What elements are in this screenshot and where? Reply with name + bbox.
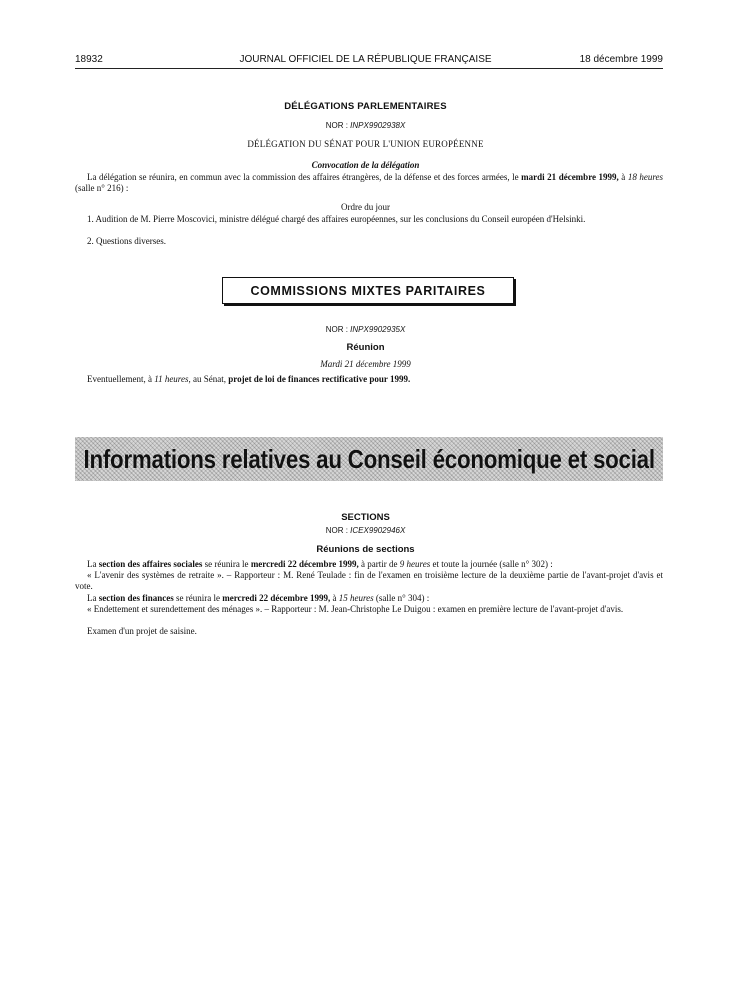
nor-code: ICEX9902946X	[350, 526, 406, 535]
reunions-title: Réunions de sections	[316, 544, 415, 555]
ces-text: à	[330, 593, 339, 603]
ordre-du-jour: Ordre du jour	[341, 202, 390, 212]
ces-text: (salle n° 304) :	[373, 593, 430, 603]
para-time: 18 heures	[627, 172, 663, 182]
ces-banner	[75, 437, 663, 481]
convocation-heading	[0, 160, 731, 171]
cmp-box-title: COMMISSIONS MIXTES PARITAIRES	[222, 277, 514, 304]
nor-label: NOR :	[325, 121, 348, 130]
nor-code: INPX9902938X	[350, 121, 406, 130]
header-rule	[75, 68, 663, 69]
ces-paragraph-2: « L'avenir des systèmes de retraite ». – Rapporteur : M. René Teulade : fin de l'examen en troisième lecture de la deuxième partie de l'avant-projet d'avis et vote.	[75, 570, 663, 591]
cmp-time: 11 heures,	[154, 374, 191, 384]
cmp-reunion: Réunion	[346, 342, 385, 353]
nor-label: NOR :	[325, 325, 348, 334]
ces-text: La	[87, 593, 99, 603]
ces-paragraph-3	[75, 593, 663, 604]
ces-nor	[0, 526, 731, 535]
cmp-text: Eventuellement, à	[87, 374, 155, 384]
cmp-line	[75, 374, 663, 385]
cmp-project: projet de loi de finances rectificative pour 1999.	[228, 374, 411, 384]
para-text: (salle n° 216) :	[75, 182, 129, 193]
para-date: mardi 21 décembre 1999,	[521, 172, 619, 182]
cmp-date-text: Mardi 21 décembre 1999	[320, 359, 411, 369]
page-number: 18932	[75, 54, 103, 65]
delegations-nor	[0, 121, 731, 130]
issue-date: 18 décembre 1999	[579, 54, 663, 65]
agenda-item-2: 2. Questions diverses.	[87, 236, 166, 246]
ces-time: 9 heures	[399, 559, 431, 569]
sections-title: SECTIONS	[341, 512, 390, 523]
ces-text: se réunira le	[202, 559, 251, 569]
ces-paragraph-5: Examen d'un projet de saisine.	[87, 626, 197, 636]
agenda-item-1: 1. Audition de M. Pierre Moscovici, ministre délégué chargé des affaires européennes, sur les conclusions du Conseil européen d'Helsinki.	[87, 214, 586, 224]
delegations-title: DÉLÉGATIONS PARLEMENTAIRES	[284, 101, 447, 112]
nor-code: INPX9902935X	[350, 325, 406, 334]
ces-section: section des finances	[98, 593, 174, 603]
ces-paragraph-1	[75, 559, 663, 570]
ces-banner-text: Informations relatives au Conseil économique et social	[83, 443, 655, 474]
ces-section: section des affaires sociales	[98, 559, 203, 569]
ces-text: et toute la journée (salle n° 302) :	[430, 559, 553, 569]
ces-text: à partir de	[358, 559, 400, 569]
cmp-nor	[0, 325, 731, 334]
ces-text: se réunira le	[173, 593, 223, 603]
ces-text: La	[87, 559, 99, 569]
ces-time: 15 heures	[338, 593, 374, 603]
delegations-paragraph	[75, 172, 663, 193]
convocation-text: Convocation de la délégation	[311, 160, 420, 170]
ces-date: mercredi 22 décembre 1999,	[222, 593, 331, 603]
delegations-subtitle: DÉLÉGATION DU SÉNAT POUR L'UNION EUROPÉENNE	[247, 139, 484, 149]
cmp-text: au Sénat,	[190, 374, 229, 384]
para-text: La délégation se réunira, en commun avec la commission des affaires étrangères, de la défense et des forces armées, le	[87, 172, 522, 182]
nor-label: NOR :	[325, 526, 348, 535]
para-text: à	[618, 172, 628, 182]
ces-date: mercredi 22 décembre 1999,	[250, 559, 359, 569]
journal-title: JOURNAL OFFICIEL DE LA RÉPUBLIQUE FRANÇAISE	[239, 54, 492, 65]
ces-paragraph-4: « Endettement et surendettement des ménages ». – Rapporteur : M. Jean-Christophe Le Duigou : examen en première lecture de l'avant-projet d'avis.	[87, 604, 624, 614]
cmp-date	[0, 359, 731, 370]
